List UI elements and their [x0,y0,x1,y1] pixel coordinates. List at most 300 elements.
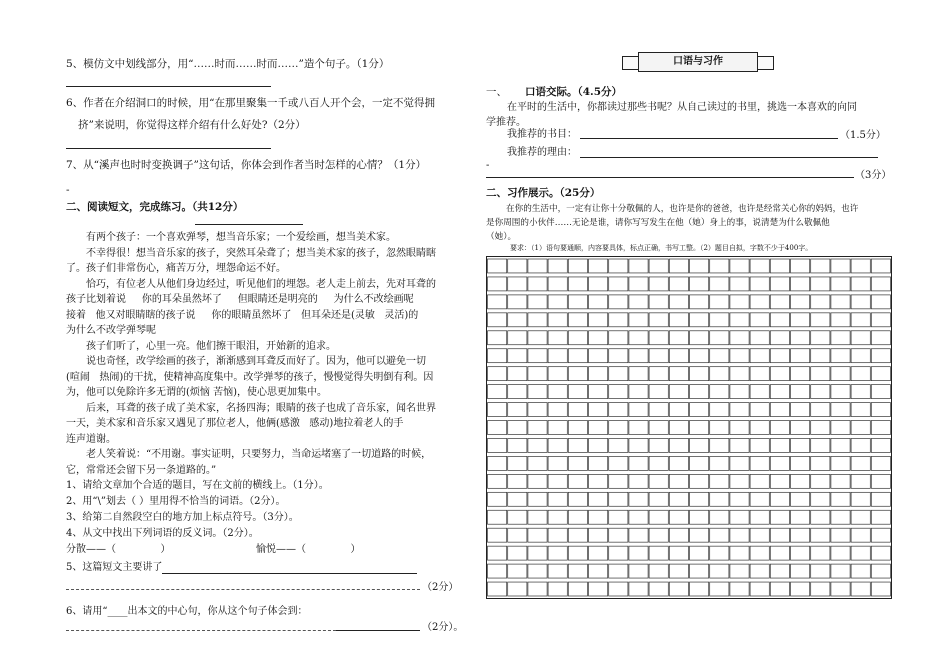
grid-cell[interactable] [548,528,567,542]
grid-cell[interactable] [649,528,668,542]
grid-cell[interactable] [690,474,709,488]
grid-cell[interactable] [770,313,789,327]
grid-cell[interactable] [589,277,608,291]
grid-cell[interactable] [770,259,789,273]
grid-cell[interactable] [730,259,749,273]
grid-cell[interactable] [730,528,749,542]
grid-cell[interactable] [589,546,608,560]
grid-cell[interactable] [730,456,749,470]
grid-cell[interactable] [528,277,547,291]
grid-cell[interactable] [488,367,507,381]
grid-cell[interactable] [649,367,668,381]
grid-cell[interactable] [669,438,688,452]
book-answer-line[interactable] [580,138,838,139]
grid-cell[interactable] [508,492,527,506]
grid-cell[interactable] [871,582,890,596]
grid-cell[interactable] [730,277,749,291]
grid-cell[interactable] [791,474,810,488]
grid-cell[interactable] [690,510,709,524]
grid-cell[interactable] [730,474,749,488]
grid-cell[interactable] [548,349,567,363]
grid-cell[interactable] [629,438,648,452]
grid-cell[interactable] [710,546,729,560]
grid-cell[interactable] [690,421,709,435]
grid-cell[interactable] [811,438,830,452]
grid-cell[interactable] [851,582,870,596]
grid-cell[interactable] [851,456,870,470]
grid-cell[interactable] [609,582,628,596]
grid-cell[interactable] [710,456,729,470]
grid-cell[interactable] [791,259,810,273]
grid-cell[interactable] [831,385,850,399]
grid-cell[interactable] [851,492,870,506]
grid-cell[interactable] [528,385,547,399]
grid-cell[interactable] [710,259,729,273]
grid-cell[interactable] [851,546,870,560]
answer-line-5[interactable] [66,86,271,87]
grid-cell[interactable] [488,313,507,327]
grid-cell[interactable] [548,403,567,417]
grid-cell[interactable] [851,277,870,291]
grid-cell[interactable] [690,403,709,417]
grid-cell[interactable] [508,403,527,417]
grid-cell[interactable] [528,582,547,596]
antonym-1[interactable]: 分散——（ ） [66,544,171,555]
grid-cell[interactable] [710,313,729,327]
grid-cell[interactable] [690,259,709,273]
grid-cell[interactable] [649,295,668,309]
grid-cell[interactable] [568,349,587,363]
grid-cell[interactable] [811,277,830,291]
grid-cell[interactable] [488,295,507,309]
grid-cell[interactable] [508,421,527,435]
grid-cell[interactable] [528,492,547,506]
grid-cell[interactable] [831,313,850,327]
grid-cell[interactable] [548,474,567,488]
grid-cell[interactable] [548,492,567,506]
grid-cell[interactable] [528,421,547,435]
grid-cell[interactable] [548,546,567,560]
grid-cell[interactable] [690,492,709,506]
grid-cell[interactable] [649,492,668,506]
grid-cell[interactable] [791,564,810,578]
grid-cell[interactable] [770,385,789,399]
grid-cell[interactable] [831,528,850,542]
grid-cell[interactable] [528,367,547,381]
grid-cell[interactable] [831,421,850,435]
grid-cell[interactable] [548,510,567,524]
grid-cell[interactable] [609,510,628,524]
grid-cell[interactable] [710,385,729,399]
grid-cell[interactable] [851,474,870,488]
grid-cell[interactable] [649,582,668,596]
grid-cell[interactable] [690,546,709,560]
grid-cell[interactable] [831,456,850,470]
grid-cell[interactable] [589,510,608,524]
grid-cell[interactable] [791,295,810,309]
grid-cell[interactable] [629,349,648,363]
grid-cell[interactable] [568,492,587,506]
grid-cell[interactable] [831,582,850,596]
grid-cell[interactable] [851,438,870,452]
grid-cell[interactable] [609,474,628,488]
grid-cell[interactable] [488,510,507,524]
grid-cell[interactable] [488,546,507,560]
grid-cell[interactable] [831,331,850,345]
grid-cell[interactable] [710,295,729,309]
grid-cell[interactable] [508,331,527,345]
grid-cell[interactable] [589,474,608,488]
grid-cell[interactable] [508,528,527,542]
grid-cell[interactable] [710,582,729,596]
grid-cell[interactable] [669,474,688,488]
grid-cell[interactable] [488,456,507,470]
grid-cell[interactable] [770,349,789,363]
grid-cell[interactable] [488,438,507,452]
grid-cell[interactable] [831,277,850,291]
grid-cell[interactable] [589,259,608,273]
grid-cell[interactable] [750,492,769,506]
grid-cell[interactable] [488,277,507,291]
grid-cell[interactable] [589,313,608,327]
grid-cell[interactable] [871,492,890,506]
grid-cell[interactable] [548,259,567,273]
grid-cell[interactable] [629,528,648,542]
grid-cell[interactable] [649,474,668,488]
grid-cell[interactable] [669,349,688,363]
grid-cell[interactable] [851,295,870,309]
grid-cell[interactable] [528,564,547,578]
grid-cell[interactable] [649,259,668,273]
grid-cell[interactable] [528,295,547,309]
grid-cell[interactable] [851,528,870,542]
grid-cell[interactable] [710,277,729,291]
grid-cell[interactable] [508,582,527,596]
grid-cell[interactable] [710,492,729,506]
grid-cell[interactable] [669,277,688,291]
grid-cell[interactable] [851,385,870,399]
grid-cell[interactable] [811,295,830,309]
grid-cell[interactable] [629,277,648,291]
grid-cell[interactable] [710,474,729,488]
grid-cell[interactable] [649,456,668,470]
grid-cell[interactable] [710,528,729,542]
grid-cell[interactable] [488,385,507,399]
grid-cell[interactable] [811,403,830,417]
grid-cell[interactable] [871,259,890,273]
grid-cell[interactable] [629,421,648,435]
grid-cell[interactable] [690,564,709,578]
grid-cell[interactable] [609,331,628,345]
grid-cell[interactable] [528,259,547,273]
grid-cell[interactable] [831,295,850,309]
grid-cell[interactable] [649,277,668,291]
grid-cell[interactable] [548,367,567,381]
grid-cell[interactable] [548,582,567,596]
grid-cell[interactable] [750,277,769,291]
grid-cell[interactable] [548,456,567,470]
grid-cell[interactable] [528,528,547,542]
grid-cell[interactable] [629,385,648,399]
grid-cell[interactable] [568,582,587,596]
grid-cell[interactable] [488,582,507,596]
grid-cell[interactable] [609,528,628,542]
grid-cell[interactable] [629,564,648,578]
grid-cell[interactable] [811,456,830,470]
grid-cell[interactable] [589,438,608,452]
grid-cell[interactable] [649,313,668,327]
grid-cell[interactable] [750,510,769,524]
grid-cell[interactable] [508,456,527,470]
grid-cell[interactable] [568,564,587,578]
grid-cell[interactable] [609,259,628,273]
grid-cell[interactable] [710,564,729,578]
grid-cell[interactable] [589,492,608,506]
grid-cell[interactable] [508,385,527,399]
grid-cell[interactable] [811,564,830,578]
grid-cell[interactable] [791,582,810,596]
grid-cell[interactable] [831,546,850,560]
grid-cell[interactable] [488,331,507,345]
grid-cell[interactable] [750,331,769,345]
task-5-answer-line[interactable] [162,573,417,574]
grid-cell[interactable] [649,385,668,399]
grid-cell[interactable] [791,456,810,470]
grid-cell[interactable] [548,295,567,309]
grid-cell[interactable] [831,438,850,452]
grid-cell[interactable] [669,385,688,399]
grid-cell[interactable] [791,492,810,506]
grid-cell[interactable] [750,403,769,417]
grid-cell[interactable] [669,510,688,524]
grid-cell[interactable] [750,438,769,452]
grid-cell[interactable] [811,367,830,381]
grid-cell[interactable] [568,277,587,291]
grid-cell[interactable] [871,385,890,399]
grid-cell[interactable] [629,367,648,381]
grid-cell[interactable] [488,474,507,488]
grid-cell[interactable] [629,582,648,596]
grid-cell[interactable] [791,349,810,363]
grid-cell[interactable] [568,528,587,542]
grid-cell[interactable] [871,438,890,452]
grid-cell[interactable] [609,546,628,560]
grid-cell[interactable] [871,546,890,560]
grid-cell[interactable] [750,295,769,309]
grid-cell[interactable] [750,582,769,596]
grid-cell[interactable] [508,546,527,560]
grid-cell[interactable] [811,528,830,542]
grid-cell[interactable] [568,403,587,417]
grid-cell[interactable] [791,367,810,381]
grid-cell[interactable] [528,438,547,452]
grid-cell[interactable] [710,438,729,452]
grid-cell[interactable] [669,546,688,560]
grid-cell[interactable] [811,546,830,560]
grid-cell[interactable] [831,492,850,506]
grid-cell[interactable] [548,277,567,291]
grid-cell[interactable] [528,546,547,560]
grid-cell[interactable] [568,421,587,435]
grid-cell[interactable] [649,349,668,363]
grid-cell[interactable] [871,313,890,327]
grid-cell[interactable] [528,331,547,345]
grid-cell[interactable] [730,403,749,417]
grid-cell[interactable] [851,403,870,417]
grid-cell[interactable] [669,367,688,381]
grid-cell[interactable] [609,438,628,452]
grid-cell[interactable] [609,385,628,399]
grid-cell[interactable] [811,492,830,506]
grid-cell[interactable] [690,331,709,345]
task-5-answer-line-2[interactable] [66,589,420,590]
grid-cell[interactable] [791,546,810,560]
grid-cell[interactable] [831,349,850,363]
answer-line-6[interactable] [66,148,271,149]
grid-cell[interactable] [770,367,789,381]
grid-cell[interactable] [871,564,890,578]
grid-cell[interactable] [528,403,547,417]
grid-cell[interactable] [568,546,587,560]
grid-cell[interactable] [649,403,668,417]
grid-cell[interactable] [710,349,729,363]
grid-cell[interactable] [710,367,729,381]
grid-cell[interactable] [669,456,688,470]
grid-cell[interactable] [629,456,648,470]
grid-cell[interactable] [750,313,769,327]
grid-cell[interactable] [791,510,810,524]
grid-cell[interactable] [750,528,769,542]
grid-cell[interactable] [488,259,507,273]
grid-cell[interactable] [669,564,688,578]
grid-cell[interactable] [811,582,830,596]
grid-cell[interactable] [871,528,890,542]
grid-cell[interactable] [568,438,587,452]
grid-cell[interactable] [831,259,850,273]
grid-cell[interactable] [488,564,507,578]
composition-grid[interactable] [486,256,892,599]
grid-cell[interactable] [750,474,769,488]
grid-cell[interactable] [649,564,668,578]
grid-cell[interactable] [609,367,628,381]
grid-cell[interactable] [568,295,587,309]
grid-cell[interactable] [568,510,587,524]
grid-cell[interactable] [750,385,769,399]
grid-cell[interactable] [649,331,668,345]
grid-cell[interactable] [488,492,507,506]
grid-cell[interactable] [851,367,870,381]
grid-cell[interactable] [589,564,608,578]
grid-cell[interactable] [730,582,749,596]
grid-cell[interactable] [508,367,527,381]
grid-cell[interactable] [690,385,709,399]
grid-cell[interactable] [568,331,587,345]
grid-cell[interactable] [730,331,749,345]
grid-cell[interactable] [589,367,608,381]
grid-cell[interactable] [548,313,567,327]
grid-cell[interactable] [649,421,668,435]
grid-cell[interactable] [770,421,789,435]
grid-cell[interactable] [690,438,709,452]
grid-cell[interactable] [548,438,567,452]
grid-cell[interactable] [730,546,749,560]
grid-cell[interactable] [669,582,688,596]
grid-cell[interactable] [770,331,789,345]
grid-cell[interactable] [589,295,608,309]
grid-cell[interactable] [770,564,789,578]
grid-cell[interactable] [629,474,648,488]
grid-cell[interactable] [811,474,830,488]
grid-cell[interactable] [710,421,729,435]
grid-cell[interactable] [669,259,688,273]
grid-cell[interactable] [730,313,749,327]
grid-cell[interactable] [548,421,567,435]
grid-cell[interactable] [811,259,830,273]
grid-cell[interactable] [851,510,870,524]
grid-cell[interactable] [508,438,527,452]
grid-cell[interactable] [770,403,789,417]
grid-cell[interactable] [690,582,709,596]
grid-cell[interactable] [690,349,709,363]
grid-cell[interactable] [589,403,608,417]
grid-cell[interactable] [871,295,890,309]
grid-cell[interactable] [649,438,668,452]
grid-cell[interactable] [730,349,749,363]
grid-cell[interactable] [589,582,608,596]
grid-cell[interactable] [669,313,688,327]
grid-cell[interactable] [871,421,890,435]
grid-cell[interactable] [508,349,527,363]
grid-cell[interactable] [669,528,688,542]
grid-cell[interactable] [508,295,527,309]
grid-cell[interactable] [589,528,608,542]
grid-cell[interactable] [831,474,850,488]
grid-cell[interactable] [609,277,628,291]
grid-cell[interactable] [750,564,769,578]
grid-cell[interactable] [690,528,709,542]
grid-cell[interactable] [669,492,688,506]
grid-cell[interactable] [649,546,668,560]
grid-cell[interactable] [589,349,608,363]
grid-cell[interactable] [811,331,830,345]
grid-cell[interactable] [488,528,507,542]
grid-cell[interactable] [508,259,527,273]
grid-cell[interactable] [548,564,567,578]
grid-cell[interactable] [750,456,769,470]
grid-cell[interactable] [589,331,608,345]
grid-cell[interactable] [730,295,749,309]
grid-cell[interactable] [871,403,890,417]
task-6-answer-line-end[interactable] [336,630,420,631]
grid-cell[interactable] [508,313,527,327]
grid-cell[interactable] [629,331,648,345]
grid-cell[interactable] [831,564,850,578]
grid-cell[interactable] [609,421,628,435]
grid-cell[interactable] [508,564,527,578]
grid-cell[interactable] [609,492,628,506]
grid-cell[interactable] [609,403,628,417]
grid-cell[interactable] [811,510,830,524]
grid-cell[interactable] [730,492,749,506]
grid-cell[interactable] [811,385,830,399]
grid-cell[interactable] [690,367,709,381]
grid-cell[interactable] [528,313,547,327]
grid-cell[interactable] [770,438,789,452]
grid-cell[interactable] [791,528,810,542]
grid-cell[interactable] [851,331,870,345]
grid-cell[interactable] [488,421,507,435]
grid-cell[interactable] [770,528,789,542]
